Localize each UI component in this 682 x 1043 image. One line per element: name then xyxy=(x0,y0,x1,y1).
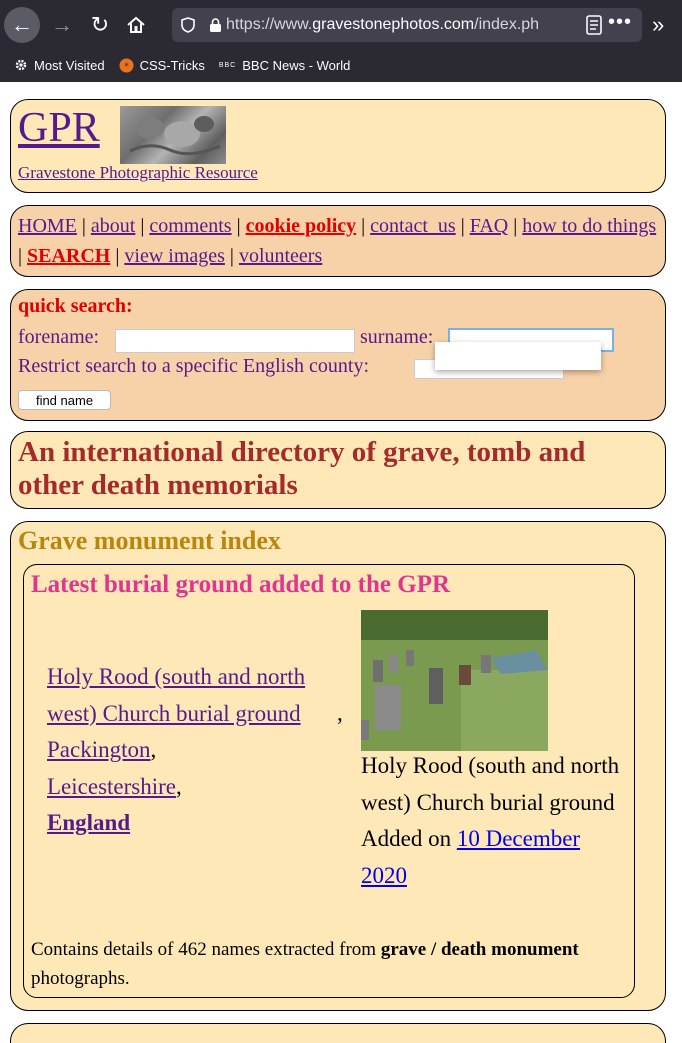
forward-arrow-icon: → xyxy=(51,12,73,37)
bookmark-most-visited[interactable] xyxy=(14,58,105,73)
nav-separator: | xyxy=(18,245,23,267)
contains-prefix: Contains details of 462 names extracted from xyxy=(31,939,377,960)
home-button[interactable] xyxy=(120,7,152,43)
autocomplete-dropdown[interactable] xyxy=(435,342,601,370)
nav-separator: | xyxy=(115,245,120,267)
nav-comments[interactable]: comments xyxy=(149,215,232,237)
css-tricks-icon xyxy=(119,58,134,73)
reload-icon: ↻ xyxy=(90,12,110,37)
svg-text:*: * xyxy=(123,61,129,72)
bookmark-bbc-news[interactable] xyxy=(219,58,351,73)
nav-faq[interactable]: FAQ xyxy=(469,215,509,237)
browser-chrome xyxy=(0,0,682,82)
shield-icon[interactable] xyxy=(172,17,204,33)
back-button[interactable] xyxy=(4,7,40,43)
latest-burial-ground-title: Latest burial ground added to the GPR xyxy=(31,571,451,598)
nav-view-images[interactable]: view images xyxy=(124,245,225,267)
overflow-chevron-icon[interactable]: » xyxy=(652,12,665,37)
nav-search[interactable]: SEARCH xyxy=(27,245,111,267)
contains-suffix: photographs. xyxy=(31,968,130,989)
bookmark-css-tricks[interactable] xyxy=(119,58,205,73)
logo-panel xyxy=(10,99,666,193)
nav-separator: | xyxy=(236,215,241,237)
contains-details-text xyxy=(31,935,626,993)
bbc-icon: BBC xyxy=(218,61,237,69)
page-actions-icon[interactable]: ••• xyxy=(607,11,632,33)
back-arrow-icon: ← xyxy=(11,12,33,37)
url-path: /index.ph xyxy=(474,16,540,33)
nav-cookie-policy[interactable]: cookie policy xyxy=(245,215,357,237)
quick-search-title: quick search: xyxy=(18,295,133,317)
location-country-link[interactable]: England xyxy=(47,810,131,836)
burial-ground-photo[interactable] xyxy=(361,610,548,751)
location-town-link[interactable]: Packington xyxy=(47,737,151,763)
bookmark-label: CSS-Tricks xyxy=(139,57,205,73)
monument-index-panel xyxy=(10,521,666,1011)
directory-heading-panel xyxy=(10,431,666,509)
nav-separator: | xyxy=(229,245,234,267)
nav-home[interactable]: HOME xyxy=(18,215,77,237)
location-name-link[interactable]: Holy Rood (south and north west) Church burial ground xyxy=(47,664,306,726)
nav-volunteers[interactable]: volunteers xyxy=(238,245,323,267)
bookmark-label: Most Visited xyxy=(34,57,105,73)
url-domain: gravestonephotos.com xyxy=(312,16,475,33)
url-text[interactable] xyxy=(226,16,642,34)
gear-icon xyxy=(14,58,28,72)
nav-about[interactable]: about xyxy=(90,215,136,237)
next-panel xyxy=(10,1023,666,1043)
latest-burial-ground-box xyxy=(23,564,635,998)
forward-button[interactable] xyxy=(46,7,78,43)
added-prefix: Added on xyxy=(361,826,452,852)
logo-link[interactable]: GPR xyxy=(18,105,100,151)
forename-input[interactable] xyxy=(115,329,355,353)
main-nav xyxy=(10,205,666,277)
surname-label: surname: xyxy=(360,326,434,348)
location-block: Holy Rood (south and north west) Church burial ground , Packington, Leicestershire, England xyxy=(47,659,343,842)
logo-gravestone-image[interactable] xyxy=(120,106,226,164)
contains-bold: grave / death monument xyxy=(380,939,579,960)
nav-contact-us[interactable]: contact_us xyxy=(370,215,456,237)
url-prefix: https://www. xyxy=(226,16,313,33)
nav-separator: | xyxy=(81,215,86,237)
county-label: Restrict search to a specific English county: xyxy=(18,355,370,377)
nav-how-to[interactable]: how to do things xyxy=(522,215,657,237)
nav-separator: | xyxy=(361,215,366,237)
bookmark-label: BBC News - World xyxy=(242,57,351,73)
nav-separator: | xyxy=(460,215,465,237)
forename-label: forename: xyxy=(18,326,100,348)
bookmarks-toolbar xyxy=(0,52,350,78)
url-bar[interactable] xyxy=(172,8,642,42)
nav-separator: | xyxy=(513,215,518,237)
caption-name: Holy Rood (south and north west) Church burial ground xyxy=(361,753,620,815)
page-content xyxy=(0,82,682,1024)
monument-index-title: Grave monument index xyxy=(18,526,281,555)
directory-heading: An international directory of grave, tomb and other death memorials xyxy=(18,436,586,501)
reader-view-icon[interactable] xyxy=(586,15,602,40)
photo-caption xyxy=(361,748,631,894)
lock-icon[interactable] xyxy=(204,18,226,33)
home-icon xyxy=(126,15,146,35)
logo-subtitle-link[interactable]: Gravestone Photographic Resource xyxy=(18,163,258,182)
added-date-link[interactable]: 10 December 2020 xyxy=(361,826,581,888)
find-name-button[interactable]: find name xyxy=(18,390,111,410)
reload-button[interactable] xyxy=(84,7,116,43)
location-county-link[interactable]: Leicestershire xyxy=(47,773,176,799)
nav-separator: | xyxy=(140,215,145,237)
